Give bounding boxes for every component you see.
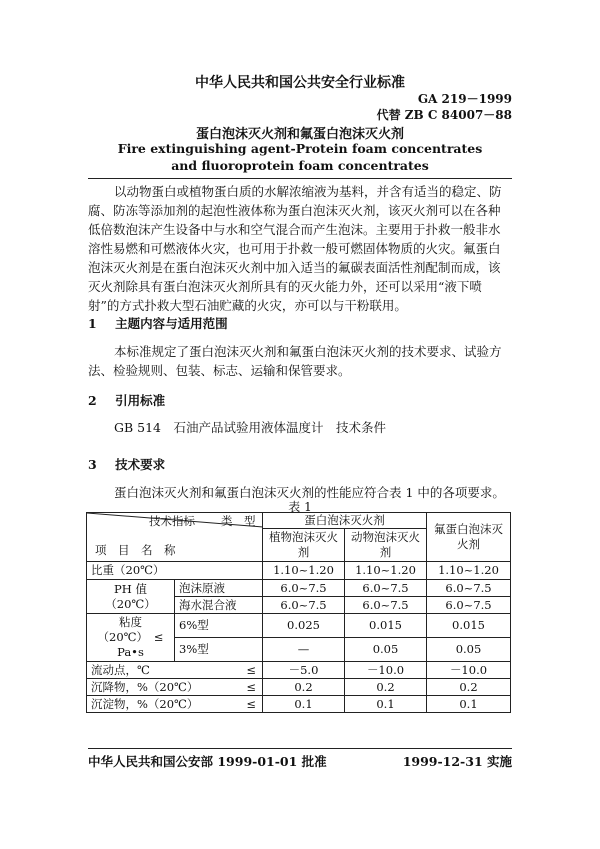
header-org: 中华人民共和国公共安全行业标准: [195, 75, 405, 91]
row-label: [87, 662, 263, 679]
item-name-label: 项 目 名 称: [95, 543, 176, 557]
table-row: [87, 580, 511, 597]
cell-value: 6.0~7.5: [345, 580, 427, 597]
sub-label: 6%型: [175, 614, 263, 638]
spec-table: [86, 512, 511, 713]
section-number: 1: [88, 316, 97, 331]
pour-point-label: 流动点，℃: [91, 662, 150, 677]
cell-value: －5.0: [263, 662, 345, 679]
cell-value: 6.0~7.5: [345, 597, 427, 614]
table-caption: 表 1: [288, 500, 312, 514]
cell-value: 0.05: [345, 638, 427, 662]
cell-value: 0.2: [345, 679, 427, 696]
cell-value: 0.015: [427, 614, 511, 638]
cell-value: 6.0~7.5: [263, 597, 345, 614]
title-en-line2: and fluoroprotein foam concentrates: [171, 158, 429, 173]
cell-value: —: [263, 638, 345, 662]
cell-value: 0.1: [345, 696, 427, 713]
section-title: 引用标准: [115, 393, 166, 408]
le-sign: ≤: [246, 679, 256, 694]
section-3-body: 蛋白泡沫灭火剂和氟蛋白泡沫灭火剂的性能应符合表 1 中的各项要求。: [114, 485, 505, 500]
settle-label: 沉降物，%（20℃）: [91, 679, 199, 694]
section-1-body: 本标准规定了蛋白泡沫灭火剂和氟蛋白泡沫灭火剂的技术要求、试验方法、检验规则、包装、标志、运输和保管要求。: [88, 344, 502, 378]
diagonal-header-cell: [87, 513, 263, 562]
section-1-heading: [88, 314, 228, 332]
footer-divider: [88, 748, 512, 749]
cell-value: －10.0: [345, 662, 427, 679]
cell-value: 6.0~7.5: [427, 597, 511, 614]
animal-header: 动物泡沫灭火剂: [345, 529, 427, 562]
row-label: [87, 580, 175, 614]
type-label: 类 型: [221, 514, 256, 528]
cell-value: 0.1: [263, 696, 345, 713]
cell-value: 1.10~1.20: [345, 562, 427, 580]
intro-paragraph: 以动物蛋白或植物蛋白质的水解浓缩液为基料，并含有适当的稳定、防腐、防冻等添加剂的起泡性液体称为蛋白泡沫灭火剂，该灭火剂可以在各种低倍数泡沫产生设备中与水和空气混合而产生泡沫。主要用于扑救一般非水溶性易燃和可燃液体火灾，也可用于扑救一般可燃固体物质的火灾。氟蛋白泡沫灭火剂是在蛋白泡沫灭火剂中加入适当的氟碳表面活性剂配制而成，该灭火剂除具有蛋白泡沫灭火剂所具有的灭火能力外，还可以采用“液下喷射”的方式扑救大型石油贮藏的火灾，亦可以与干粉联用。: [88, 184, 502, 313]
replaces-code: 代替 ZB C 84007－88: [376, 108, 512, 122]
sub-label: 3%型: [175, 638, 263, 662]
cell-value: 1.10~1.20: [263, 562, 345, 580]
section-2-heading: [88, 391, 165, 409]
le-sign: ≤: [246, 696, 256, 711]
table-row: [87, 614, 511, 638]
protein-header: 蛋白泡沫灭火剂: [263, 513, 427, 529]
cell-value: 0.1: [427, 696, 511, 713]
cell-value: 0.025: [263, 614, 345, 638]
ph-label: PH 值: [114, 581, 147, 596]
cell-value: 0.015: [345, 614, 427, 638]
table-header-row: [87, 513, 511, 529]
section-title: 主题内容与适用范围: [115, 316, 228, 331]
sub-label: 泡沫原液: [175, 580, 263, 597]
cell-value: 6.0~7.5: [263, 580, 345, 597]
viscosity-temp-label: （20℃） ≤: [97, 630, 164, 644]
header-divider: [88, 178, 512, 179]
row-label: [87, 679, 263, 696]
plant-header: 植物泡沫灭火剂: [263, 529, 345, 562]
table-row: [87, 696, 511, 713]
le-sign: ≤: [246, 662, 256, 677]
row-label: 比重（20℃）: [87, 562, 263, 580]
cell-value: 0.2: [263, 679, 345, 696]
section-number: 2: [88, 393, 97, 408]
cell-value: 6.0~7.5: [427, 580, 511, 597]
tech-index-label: 技术指标: [149, 514, 195, 528]
table-row: [87, 562, 511, 580]
fluoro-header: 氟蛋白泡沫灭火剂: [427, 513, 511, 562]
cell-value: －10.0: [427, 662, 511, 679]
effective-text: 1999-12-31 实施: [402, 754, 512, 769]
viscosity-label: 粘度: [119, 615, 142, 629]
title-cn: 蛋白泡沫灭火剂和氟蛋白泡沫灭火剂: [195, 127, 404, 142]
section-number: 3: [88, 457, 97, 472]
row-label: [87, 614, 175, 662]
row-label: [87, 696, 263, 713]
sub-label: 海水混合液: [175, 597, 263, 614]
section-2-body: GB 514 石油产品试验用液体温度计 技术条件: [114, 420, 387, 435]
title-en-line1: Fire extinguishing agent-Protein foam concentrates: [117, 141, 483, 156]
cell-value: 1.10~1.20: [427, 562, 511, 580]
ph-temp-label: （20℃）: [105, 596, 156, 611]
section-title: 技术要求: [115, 457, 166, 472]
table-row: [87, 662, 511, 679]
section-3-heading: [88, 455, 165, 473]
standard-code: GA 219－1999: [417, 92, 512, 106]
viscosity-unit-label: Pa•s: [117, 645, 144, 659]
cell-value: 0.2: [427, 679, 511, 696]
cell-value: 0.05: [427, 638, 511, 662]
table-row: [87, 679, 511, 696]
precipitate-label: 沉淀物，%（20℃）: [91, 696, 199, 711]
approval-text: 中华人民共和国公安部 1999-01-01 批准: [88, 754, 327, 769]
